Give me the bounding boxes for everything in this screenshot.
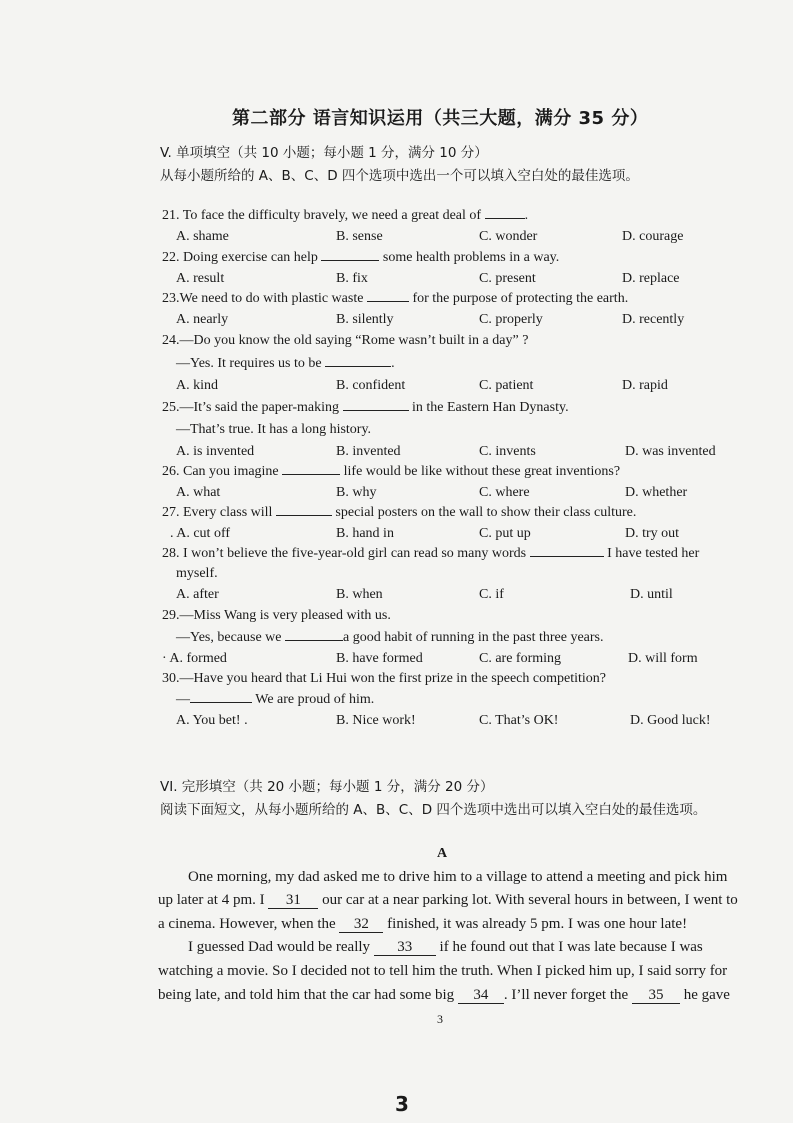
question-25 <box>162 400 569 416</box>
page-number: 3 <box>437 1012 443 1026</box>
option-c: C. if <box>479 587 504 602</box>
option-b: B. invented <box>336 444 401 459</box>
blank-32: 32 <box>339 917 383 933</box>
footer-page-number: 3 <box>395 1092 409 1116</box>
question-25-response: —That’s true. It has a long history. <box>176 422 372 437</box>
part-title: 第二部分 语言知识运用（共三大题，满分 35 分） <box>232 108 649 129</box>
passage-text: our car at a near parking lot. With several hours in between, I went to <box>318 892 738 908</box>
section-v-heading: V. 单项填空（共 10 小题；每小题 1 分，满分 10 分） <box>160 145 488 161</box>
answer-blank <box>190 702 252 703</box>
answer-blank <box>282 474 340 475</box>
passage-text: a cinema. However, when the <box>158 916 340 932</box>
question-text: in the Eastern Han Dynasty. <box>408 400 569 415</box>
question-text: some health problems in a way. <box>379 250 560 265</box>
blank-34: 34 <box>458 988 504 1004</box>
question-text: special posters on the wall to show their class culture. <box>331 505 637 520</box>
question-text: We are proud of him. <box>252 692 375 707</box>
question-text: life would be like without these great inventions? <box>340 464 621 479</box>
passage-line: One morning, my dad asked me to drive him to a village to attend a meeting and pick him <box>188 869 728 885</box>
option-a: A. is invented <box>176 444 255 459</box>
question-28-continued: myself. <box>176 566 218 581</box>
option-b: B. why <box>336 485 377 500</box>
option-b: B. fix <box>336 271 368 286</box>
option-d: D. whether <box>625 485 688 500</box>
blank-31: 31 <box>268 893 318 909</box>
option-a: A. after <box>176 587 219 602</box>
question-24: 24.—Do you know the old saying “Rome wasn’t built in a day” ? <box>162 333 529 348</box>
option-a: A. shame <box>176 229 229 244</box>
option-c: C. properly <box>479 312 543 327</box>
passage-text: being late, and told him that the car had some big <box>158 987 458 1003</box>
option-b: B. silently <box>336 312 394 327</box>
option-c: C. That’s OK! <box>479 713 559 728</box>
option-c: C. patient <box>479 378 534 393</box>
option-d: D. until <box>630 587 673 602</box>
question-30: 30.—Have you heard that Li Hui won the first prize in the speech competition? <box>162 671 606 686</box>
passage-text: he gave <box>679 987 730 1003</box>
question-30-response <box>176 692 374 708</box>
option-c: C. where <box>479 485 530 500</box>
passage-line <box>158 892 738 909</box>
answer-blank <box>285 640 343 641</box>
option-d: D. Good luck! <box>630 713 711 728</box>
option-c: C. wonder <box>479 229 538 244</box>
question-26 <box>162 464 620 480</box>
option-b: B. sense <box>336 229 383 244</box>
option-d: D. try out <box>625 526 680 541</box>
passage-text: . I’ll never forget the <box>503 987 632 1003</box>
question-23 <box>162 291 628 307</box>
option-a: A. You bet! . <box>176 713 248 728</box>
question-22 <box>162 250 559 266</box>
option-b: B. when <box>336 587 383 602</box>
passage-text: up later at 4 pm. I <box>158 892 269 908</box>
question-text: 28. I won’t believe the five-year-old girl can read so many words <box>162 546 530 561</box>
section-vi-instruction: 阅读下面短文，从每小题所给的 A、B、C、D 四个选项中选出可以填入空白处的最佳选项。 <box>160 802 707 818</box>
section-v-instruction: 从每小题所给的 A、B、C、D 四个选项中选出一个可以填入空白处的最佳选项。 <box>160 168 639 184</box>
question-text: — <box>176 692 190 707</box>
option-c: C. are forming <box>479 651 562 666</box>
question-28 <box>162 546 699 562</box>
question-24-response <box>176 356 395 372</box>
option-a: A. what <box>176 485 221 500</box>
option-a: · A. formed <box>162 651 227 666</box>
question-text: 27. Every class will <box>162 505 276 520</box>
option-c: C. invents <box>479 444 536 459</box>
passage-line: watching a movie. So I decided not to tell him the truth. When I picked him up, I said sorry for <box>158 963 728 979</box>
question-text: . <box>524 208 529 223</box>
option-a: A. kind <box>176 378 218 393</box>
question-text: 21. To face the difficulty bravely, we need a great deal of <box>162 208 485 223</box>
answer-blank <box>530 556 604 557</box>
option-c: C. put up <box>479 526 531 541</box>
answer-blank <box>485 218 525 219</box>
blank-33: 33 <box>374 940 436 956</box>
option-b: B. hand in <box>336 526 394 541</box>
question-text: —Yes. It requires us to be <box>176 356 326 371</box>
passage-text: finished, it was already 5 pm. I was one hour late! <box>383 916 688 932</box>
option-b: B. Nice work! <box>336 713 416 728</box>
option-d: D. recently <box>622 312 685 327</box>
question-29: 29.—Miss Wang is very pleased with us. <box>162 608 391 623</box>
question-text: . <box>391 356 395 371</box>
question-text: 23.We need to do with plastic waste <box>162 291 367 306</box>
answer-blank <box>367 301 409 302</box>
question-text: I have tested her <box>603 546 700 561</box>
blank-35: 35 <box>632 988 680 1004</box>
question-text: 22. Doing exercise can help <box>162 250 322 265</box>
option-b: B. have formed <box>336 651 423 666</box>
answer-blank <box>321 260 379 261</box>
option-b: B. confident <box>336 378 406 393</box>
passage-line <box>188 939 703 956</box>
option-d: D. courage <box>622 229 684 244</box>
option-d: D. rapid <box>622 378 668 393</box>
option-d: D. replace <box>622 271 680 286</box>
option-a: A. nearly <box>176 312 229 327</box>
option-a: A. result <box>176 271 225 286</box>
passage-text: if he found out that I was late because I was <box>435 939 703 955</box>
section-vi-heading: VI. 完形填空（共 20 小题；每小题 1 分，满分 20 分） <box>160 779 494 795</box>
answer-blank <box>343 410 409 411</box>
passage-label: A <box>437 846 448 861</box>
question-text: for the purpose of protecting the earth. <box>408 291 629 306</box>
option-d: D. will form <box>628 651 698 666</box>
answer-blank <box>325 366 391 367</box>
option-c: C. present <box>479 271 536 286</box>
question-21 <box>162 208 528 224</box>
passage-line <box>158 916 687 933</box>
question-29-response <box>176 630 603 646</box>
question-text: 25.—It’s said the paper-making <box>162 400 343 415</box>
question-text: 26. Can you imagine <box>162 464 283 479</box>
option-a: . A. cut off <box>170 526 231 541</box>
passage-text: I guessed Dad would be really <box>188 939 374 955</box>
question-text: —Yes, because we <box>176 630 285 645</box>
question-text: a good habit of running in the past three years. <box>343 630 604 645</box>
option-d: D. was invented <box>625 444 716 459</box>
question-27 <box>162 505 636 521</box>
passage-line <box>158 987 730 1004</box>
answer-blank <box>276 515 332 516</box>
